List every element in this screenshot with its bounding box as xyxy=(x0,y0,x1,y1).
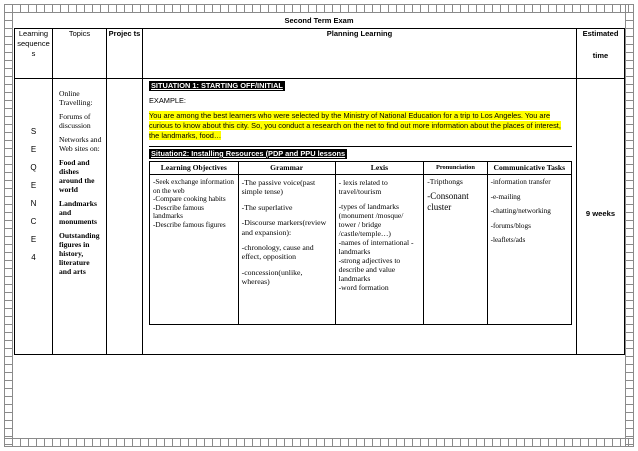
task-item: -leaflets/ads xyxy=(490,236,526,245)
tasks-cell xyxy=(487,175,571,325)
sequence-letter: N xyxy=(30,199,37,208)
planning-header: Planning Learning xyxy=(143,29,577,79)
topic-item: Forums of discussion xyxy=(59,112,91,130)
sequence-letter: 4 xyxy=(31,253,36,262)
sequence-letter: E xyxy=(30,235,37,244)
lexis-item: - lexis related to travel/tourism xyxy=(338,178,388,196)
topic-item: Online Travelling: xyxy=(59,89,93,107)
situation1-heading: SITUATION 1: STARTING OFF/INITIAL xyxy=(151,81,283,90)
grammar-item: -The passive voice(past simple tense) xyxy=(241,178,316,197)
objective-item: -Describe famous landmarks xyxy=(153,203,204,221)
lesson-grid xyxy=(149,161,572,325)
sequence-letter: E xyxy=(30,145,37,154)
grammar-cell xyxy=(238,175,335,325)
topic-bold-item: Outstanding figures in history, literature and arts xyxy=(59,231,100,276)
topic-item: Networks and Web sites on: xyxy=(59,135,102,153)
pronunciation-item: -Consonant cluster xyxy=(427,190,469,212)
situation2-heading: Situation2: Installing Resources (PDP and PPU lessons xyxy=(151,149,346,158)
grammar-item: -The superlative xyxy=(241,202,293,212)
sequence-letter: Q xyxy=(30,163,37,172)
lexis-item: -word formation xyxy=(338,283,389,292)
header-row xyxy=(15,29,625,79)
document-title: Second Term Exam xyxy=(284,16,354,25)
document xyxy=(14,14,624,355)
lexis-item: -types of landmarks (monument /mosque/ tower / bridge /castle/temple…) xyxy=(338,202,404,238)
estimated-label: Estimated xyxy=(582,29,619,38)
projects-header: Projec ts xyxy=(107,29,143,79)
objective-item: -Seek exchange information on the web xyxy=(153,178,235,195)
bottom-border xyxy=(4,438,634,447)
grid-header-grammar: Grammar xyxy=(238,162,335,175)
grid-header-pronunciation: Pronunciation xyxy=(424,162,487,175)
lexis-cell xyxy=(335,175,424,325)
sequence-letter: S xyxy=(30,127,37,136)
estimated-header xyxy=(577,29,625,79)
left-border xyxy=(4,4,13,447)
task-item: -chatting/networking xyxy=(490,207,551,216)
grammar-item: -chronology, cause and effect, opposition xyxy=(241,243,314,262)
task-item: -e-mailing xyxy=(490,192,521,201)
projects-cell xyxy=(107,79,143,355)
estimated-time-cell: 9 weeks xyxy=(577,79,625,355)
topic-bold-item: Landmarks and monuments xyxy=(59,199,97,226)
topics-cell xyxy=(53,79,107,355)
planning-table xyxy=(14,28,625,355)
topics-header: Topics xyxy=(53,29,107,79)
planning-cell xyxy=(143,79,577,355)
sequence-header: Learning sequence s xyxy=(15,29,53,79)
topic-bold-item: Food and dishes around the world xyxy=(59,158,95,194)
right-border xyxy=(625,4,634,447)
situation1-text: You are among the best learners who were selected by the Ministry of National Education for a trip to Los Angeles. You are curious to know about this city. So, you conduct a research on the net to find out more information about the places of interest, the landmarks, food… xyxy=(149,111,561,140)
grid-header-lexis: Lexis xyxy=(335,162,424,175)
grid-header-objectives: Learning Objectives xyxy=(150,162,239,175)
sequence-letter: C xyxy=(30,217,37,226)
objective-item: -Compare cooking habits xyxy=(153,195,226,204)
example-label: EXAMPLE: xyxy=(149,96,186,105)
time-label: time xyxy=(592,51,609,60)
grid-header-tasks: Communicative Tasks xyxy=(487,162,571,175)
grammar-item: -Discourse markers(review and expansion): xyxy=(241,218,327,237)
sequence-letter: E xyxy=(30,181,37,190)
lexis-item: -strong adjectives to describe and value landmarks xyxy=(338,256,401,283)
lexis-item: -names of international - landmarks xyxy=(338,238,414,256)
objective-item: -Describe famous figures xyxy=(153,220,226,229)
pronunciation-item: -Tripthongs xyxy=(427,177,463,186)
top-border xyxy=(4,4,634,13)
task-item: -forums/blogs xyxy=(490,221,531,230)
pronunciation-cell xyxy=(424,175,487,325)
grammar-item: -concession(unlike, whereas) xyxy=(241,267,303,287)
sequence-cell xyxy=(15,79,53,355)
task-item: -information transfer xyxy=(490,178,551,186)
objectives-cell xyxy=(150,175,239,325)
content-row xyxy=(15,79,625,355)
